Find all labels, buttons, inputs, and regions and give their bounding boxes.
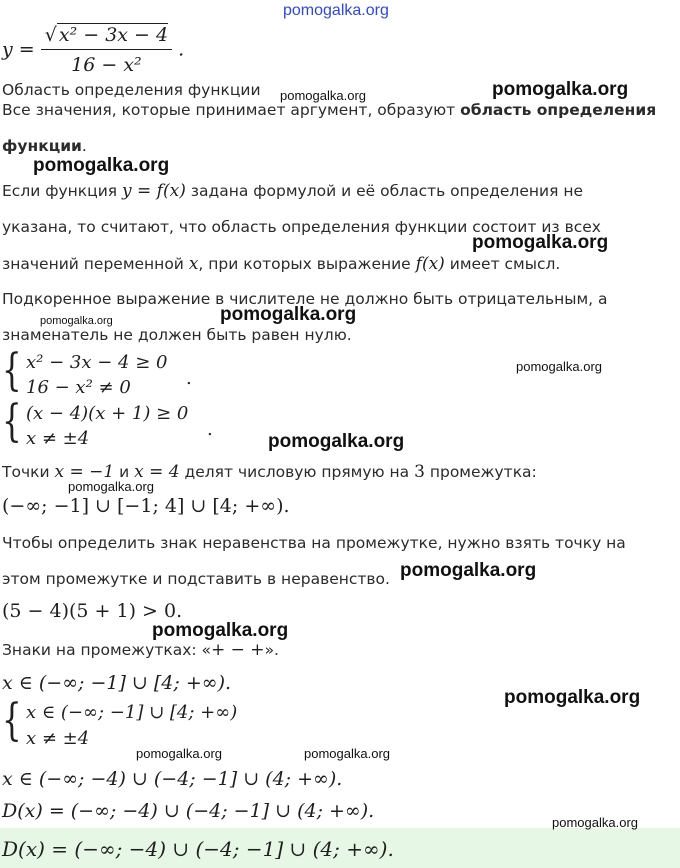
watermark-big-8: pomogalka.org bbox=[504, 687, 641, 708]
function-formula bbox=[2, 24, 184, 76]
watermark-big-1: pomogalka.org bbox=[492, 79, 629, 100]
brace-system-3: { bbox=[2, 695, 22, 746]
system3-row1: x ∈ (−∞; −1] ∪ [4; +∞) bbox=[26, 702, 238, 723]
system2-dot: . bbox=[207, 419, 213, 440]
final-answer: D(x) = (−∞; −4) ∪ (−4; −1] ∪ (4; +∞). bbox=[2, 837, 394, 861]
paragraph-method-line2: этом промежутке и подставить в неравенство. bbox=[2, 570, 390, 588]
math-y-eq-fx: y = f(x) bbox=[122, 181, 186, 201]
system2-row1: (x − 4)(x + 1) ≥ 0 bbox=[26, 403, 189, 424]
watermark-small-7: pomogalka.org bbox=[552, 815, 638, 830]
watermark-small-2: pomogalka.org bbox=[40, 315, 113, 327]
brace-system-1: { bbox=[2, 345, 22, 396]
formula-fraction bbox=[41, 24, 172, 76]
formula-lhs: y = bbox=[2, 38, 35, 61]
signs-pattern: + − + bbox=[211, 640, 265, 660]
watermark-big-4: pomogalka.org bbox=[220, 304, 357, 325]
math-x: x bbox=[188, 254, 199, 274]
watermark-small-6: pomogalka.org bbox=[304, 746, 390, 761]
formula-numerator bbox=[41, 24, 172, 50]
formula-end: . bbox=[178, 38, 185, 61]
result-1: x ∈ (−∞; −1] ∪ [4; +∞). bbox=[2, 672, 232, 694]
watermark-big-3: pomogalka.org bbox=[472, 232, 609, 253]
paragraph-method-line1: Чтобы определить знак неравенства на промежутке, нужно взять точку на bbox=[2, 534, 626, 552]
system1-dot: . bbox=[186, 368, 192, 389]
watermark-big-7: pomogalka.org bbox=[152, 620, 289, 641]
watermark-big-6: pomogalka.org bbox=[400, 560, 537, 581]
result-3: D(x) = (−∞; −4) ∪ (−4; −1] ∪ (4; +∞). bbox=[2, 800, 375, 822]
math-fx: f(x) bbox=[415, 254, 445, 274]
watermark-small-1: pomogalka.org bbox=[280, 88, 366, 103]
term-function: функции bbox=[2, 137, 82, 155]
paragraph-conditions-line1: Подкоренное выражение в числителе не должно быть отрицательным, а bbox=[2, 290, 608, 308]
paragraph-signs: Знаки на промежутках: «+ − +». bbox=[2, 640, 279, 660]
paragraph-convention-line3: значений переменной x, при которых выражение f(x) имеет смысл. bbox=[2, 254, 561, 274]
math-x-eq-4: x = 4 bbox=[134, 462, 180, 482]
formula-numerator-radicand: x² − 3x − 4 bbox=[58, 24, 169, 46]
clipped-heading: Область определения функции bbox=[2, 81, 261, 99]
watermark-big-2: pomogalka.org bbox=[33, 155, 170, 176]
paragraph-points: Точки x = −1 и x = 4 делят числовую прямую на 3 промежутка: bbox=[2, 462, 537, 482]
paragraph-convention-line1: Если функция y = f(x) задана формулой и её область определения не bbox=[2, 181, 583, 201]
watermark-small-4: pomogalka.org bbox=[68, 479, 154, 494]
result-2: x ∈ (−∞; −4) ∪ (−4; −1] ∪ (4; +∞). bbox=[2, 768, 343, 790]
paragraph-domain-definition-cont: функции. bbox=[2, 137, 87, 155]
paragraph-convention-line2: указана, то считают, что область определения функции состоит из всех bbox=[2, 218, 601, 236]
watermark-small-3: pomogalka.org bbox=[516, 359, 602, 374]
system1-row2: 16 − x² ≠ 0 bbox=[26, 377, 131, 398]
sqrt-icon: √ bbox=[44, 24, 57, 46]
brace-system-2: { bbox=[2, 396, 22, 447]
watermark-big-5: pomogalka.org bbox=[268, 431, 405, 452]
check-inequality: (5 − 4)(5 + 1) > 0. bbox=[2, 600, 183, 622]
intervals-line: (−∞; −1] ∪ [−1; 4] ∪ [4; +∞). bbox=[2, 495, 290, 517]
math-x-eq-minus1: x = −1 bbox=[54, 462, 115, 482]
term-domain: область определения bbox=[460, 101, 657, 119]
paragraph-domain-definition: Все значения, которые принимает аргумент, образуют область определения bbox=[2, 101, 657, 119]
paragraph-conditions-line2: знаменатель не должен быть равен нулю. bbox=[2, 326, 352, 344]
system2-row2: x ≠ ±4 bbox=[26, 428, 90, 449]
watermark-top: pomogalka.org bbox=[283, 2, 389, 19]
math-3: 3 bbox=[414, 462, 425, 482]
watermark-small-5: pomogalka.org bbox=[136, 746, 222, 761]
system3-row2: x ≠ ±4 bbox=[26, 728, 90, 749]
formula-denominator: 16 − x² bbox=[71, 54, 142, 76]
system1-row1: x² − 3x − 4 ≥ 0 bbox=[26, 352, 168, 373]
